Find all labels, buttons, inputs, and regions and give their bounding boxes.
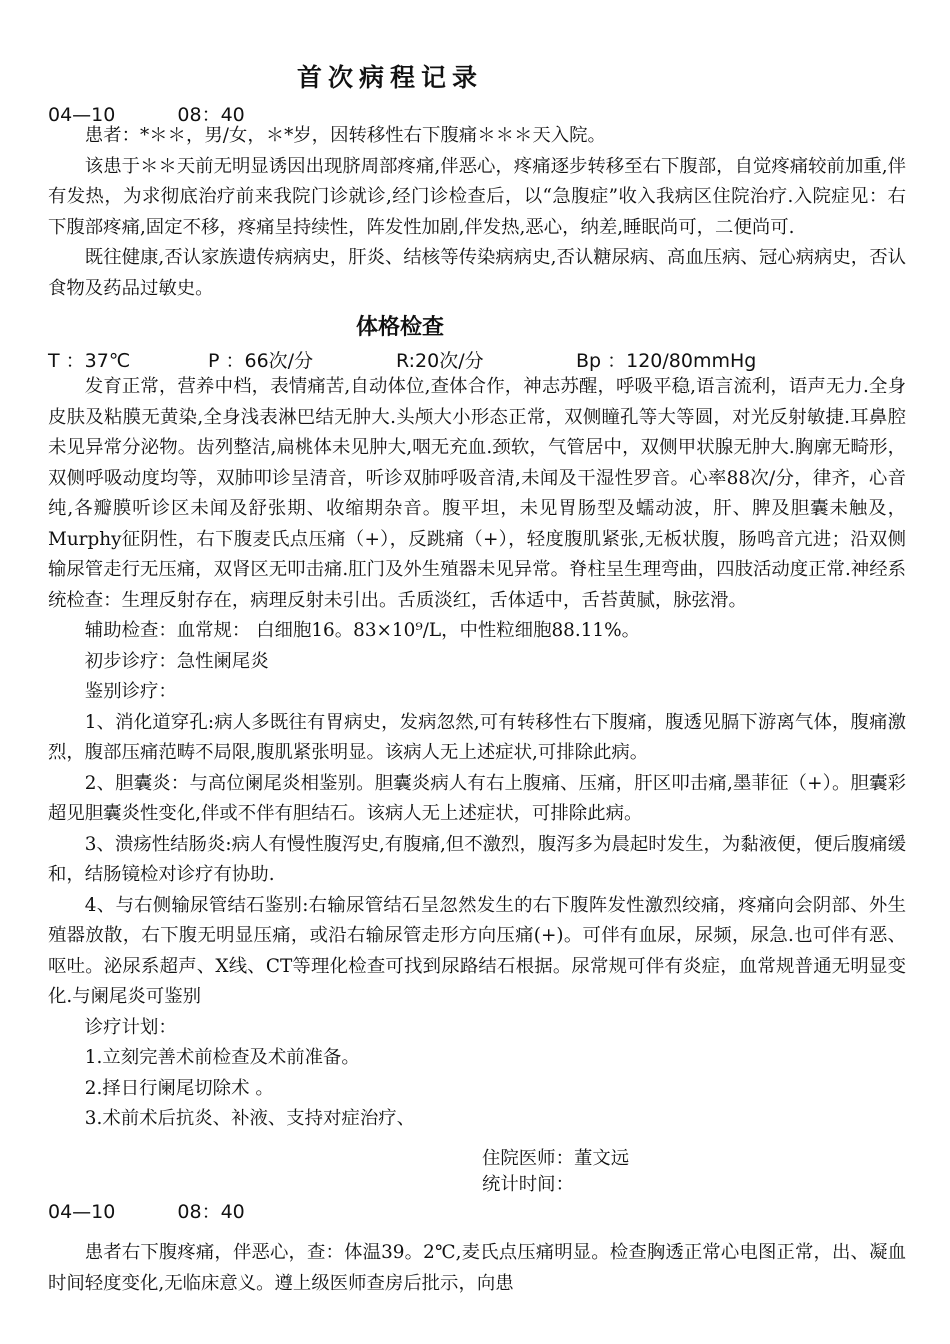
record-time: 08：40 [177, 1201, 245, 1223]
patient-summary: 患者：*＊＊，男/女，＊*岁，因转移性右下腹痛＊＊＊天入院。 [84, 125, 606, 146]
exam-section-title: 体格检查 [355, 314, 444, 340]
pulse: P ：66次/分 [208, 350, 314, 372]
differential-item: 4、与右侧输尿管结石鉴别:右输尿管结石呈忽然发生的右下腹阵发性激烈绞痛，疼痛向会阴部、外生殖器放散，右下腹无明显压痛，或沿右输尿管走形方向压痛(+)。可伴有血尿，尿频，尿急.也可伴有恶、呕吐。泌尿系超声、X线、CT等理化检查可找到尿路结石根据。尿常规可伴有炎症，血常规普通无明显变化.与阑尾炎可鉴别 [48, 894, 906, 1007]
record-datetime-2 [48, 1197, 245, 1224]
initial-diagnosis: 初步诊疗：急性阑尾炎 [84, 650, 269, 672]
statistics-time: 统计时间： [482, 1174, 574, 1195]
followup-note: 患者右下腹疼痛，伴恶心，查：体温39。2℃,麦氏点压痛明显。检查胸透正常心电图正常，出、凝血时间轻度变化,无临床意义。遵上级医师查房后批示，向患 [48, 1242, 906, 1294]
blood-pressure: Bp ：120/80mmHg [576, 350, 757, 372]
followup-section [48, 1238, 906, 1299]
differential-item: 1、消化道穿孔:病人多既往有胃病史，发病忽然,可有转移性右下腹痛，腹透见膈下游离气体，腹痛激烈，腹部压痛范畴不局限,腹肌紧张明显。该病人无上述症状,可排除此病。 [48, 711, 906, 763]
physician-signature: 住院医师：董文远 [482, 1148, 630, 1169]
plan-item: 1.立刻完善术前检查及术前准备。 [84, 1047, 360, 1068]
plan-item: 2.择日行阑尾切除术 。 [84, 1077, 274, 1099]
record-date: 04—10 [48, 104, 116, 126]
record-date: 04—10 [48, 1201, 116, 1223]
physical-exam-text: 发育正常，营养中档，表情痛苦,自动体位,查体合作，神志苏醒，呼吸平稳,语言流利，语声无力.全身皮肤及粘膜无黄染,全身浅表淋巴结无肿大.头颅大小形态正常，双侧瞳孔等大等圆，对光反射敏捷.耳鼻腔未见异常分泌物。齿列整洁,扁桃体未见肿大,咽无充血.颈软，气管居中，双侧甲状腺无肿大.胸廓无畸形，双侧呼吸动度均等，双肺叩诊呈清音，听诊双肺呼吸音清,未闻及干湿性罗音。心率88次/分，律齐，心音纯,各瓣膜听诊区未闻及舒张期、收缩期杂音。腹平坦，未见胃肠型及蠕动波，肝、脾及胆囊未触及，Murphy征阴性，右下腹麦氏点压痛（+），反跳痛（+），轻度腹肌紧张,无板状腹，肠鸣音亢进；沿双侧输尿管走行无压痛，双肾区无叩击痛.肛门及外生殖器未见异常。脊柱呈生理弯曲，四肢活动度正常.神经系统检查：生理反射存在，病理反射未引出。舌质淡红，舌体适中，舌苔黄腻，脉弦滑。 [48, 376, 906, 611]
plan-label: 诊疗计划： [84, 1016, 177, 1038]
plan-item: 3.术前术后抗炎、补液、支持对症治疗、 [84, 1108, 415, 1129]
past-history: 既往健康,否认家族遗传病病史，肝炎、结核等传染病病史,否认糖尿病、高血压病、冠心病病史，否认食物及药品过敏史。 [48, 247, 906, 299]
present-illness: 该患于＊＊天前无明显诱因出现脐周部疼痛,伴恶心，疼痛逐步转移至右下腹部，自觉疼痛较前加重,伴有发热，为求彻底治疗前来我院门诊就诊,经门诊检查后，以“急腹症”收入我病区住院治疗.入院症见：右下腹部疼痛,固定不移，疼痛呈持续性，阵发性加剧,伴发热,恶心，纳差,睡眠尚可，二便尚可. [48, 155, 906, 238]
history-section [48, 121, 906, 304]
record-time: 08：40 [177, 104, 245, 126]
differential-label: 鉴别诊疗： [84, 681, 177, 702]
respiration: R:20次/分 [396, 350, 484, 372]
differential-item: 3、溃疡性结肠炎:病人有慢性腹泻史,有腹痛,但不激烈，腹泻多为晨起时发生，为黏液便，便后腹痛缓和，结肠镜检对诊疗有协助. [48, 833, 906, 885]
differential-item: 2、胆囊炎：与高位阑尾炎相鉴别。胆囊炎病人有右上腹痛、压痛，肝区叩击痛,墨菲征（+）。胆囊彩超见胆囊炎性变化,伴或不伴有胆结石。该病人无上述症状，可排除此病。 [48, 772, 906, 824]
temperature: T ：37℃ [48, 350, 131, 372]
exam-section [48, 372, 906, 1135]
document-title: 首次病程记录 [296, 63, 483, 92]
auxiliary-exam: 辅助检查：血常规： 白细胞16。83×10⁹/L，中性粒细胞88.11%。 [84, 620, 640, 641]
